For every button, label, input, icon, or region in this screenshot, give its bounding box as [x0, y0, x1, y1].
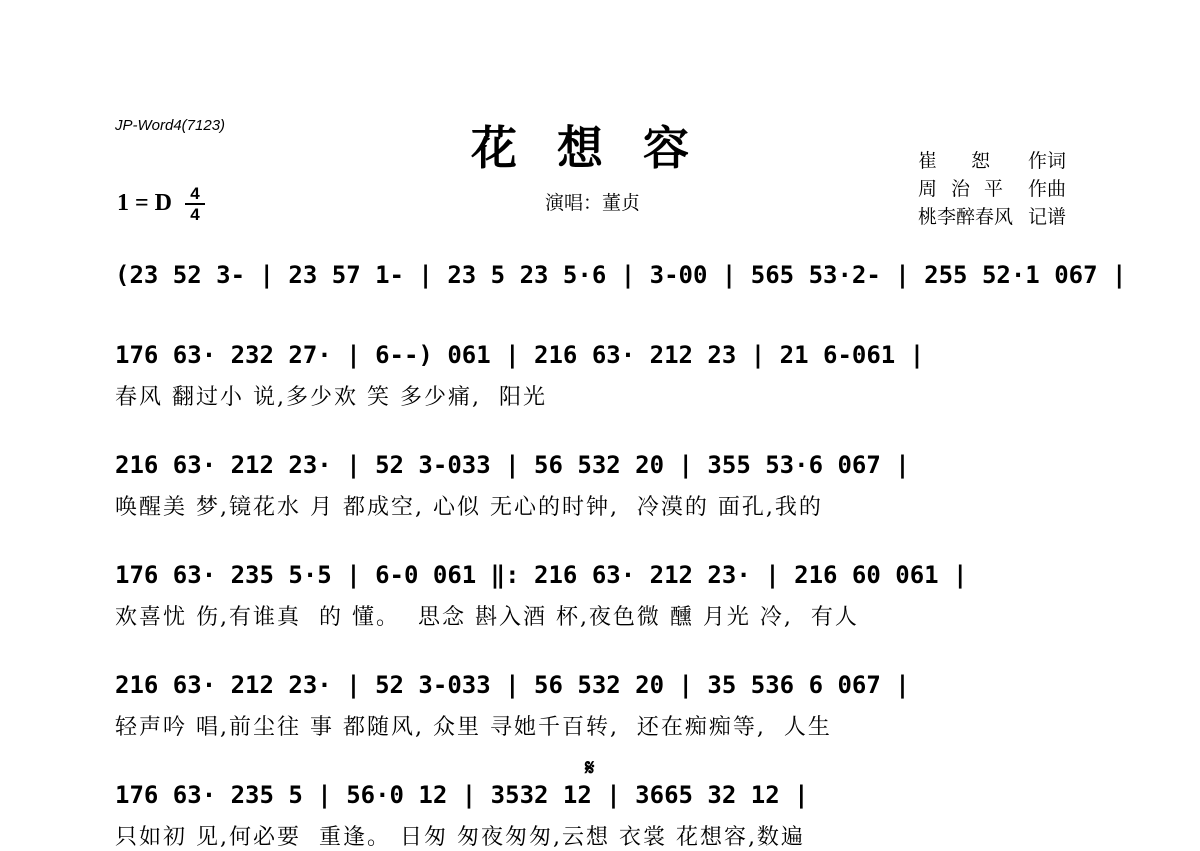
- lyrics: 欢喜忧 伤,有谁真 的 懂。 思念 斟入酒 杯,夜色微 醺 月光 冷, 有人: [115, 605, 859, 630]
- notes: 176 63· 235 5 | 56·0 12 | 3532 12 | 3665 32 12 |: [115, 781, 809, 809]
- software-label: JP-Word4(7123): [115, 117, 226, 134]
- notes: 216 63· 212 23· | 52 3-033 | 56 532 20 | 355 53·6 067 |: [115, 451, 910, 479]
- score-line-4: [115, 555, 1090, 630]
- credit-lyricist: 崔 恕 作词: [918, 150, 1067, 172]
- credits: [918, 147, 1066, 231]
- score-line-6: [115, 775, 1090, 850]
- lyrics: 轻声吟 唱,前尘往 事 都随风, 众里 寻她千百转, 还在痴痴等, 人生: [115, 715, 832, 740]
- credit-composer: 周治平 作曲: [918, 178, 1067, 200]
- score-line-1: [115, 255, 1127, 295]
- notes: 176 63· 232 27· | 6--) 061 | 216 63· 212 23 | 21 6-061 |: [115, 341, 925, 369]
- credit-transcriber: 桃李醉春风 记谱: [918, 206, 1067, 228]
- score-line-5: [115, 665, 1090, 740]
- notes: 176 63· 235 5·5 | 6-0 061 ‖: 216 63· 212 23· | 216 60 061 |: [115, 561, 968, 589]
- notes: 216 63· 212 23· | 52 3-033 | 56 532 20 | 35 536 6 067 |: [115, 671, 910, 699]
- time-signature: 4 4: [185, 185, 205, 223]
- lyrics: 唤醒美 梦,镜花水 月 都成空, 心似 无心的时钟, 冷漠的 面孔,我的: [115, 495, 823, 520]
- key-signature: 1 = D: [117, 190, 173, 216]
- segno-sign: 𝄋: [585, 755, 595, 781]
- singer-label: 演唱：董贞: [545, 192, 641, 214]
- lyrics: 只如初 见,何必要 重逢。 日匆 匆夜匆匆,云想 衣裳 花想容,数遍: [115, 825, 805, 850]
- notes: (23 52 3- | 23 57 1- | 23 5 23 5·6 | 3-00 | 565 53·2- | 255 52·1 067 |: [115, 261, 1127, 289]
- score-line-3: [115, 445, 1090, 520]
- lyrics: 春风 翻过小 说,多少欢 笑 多少痛, 阳光: [115, 385, 547, 410]
- score-line-2: [115, 335, 1090, 410]
- song-title: 花想容: [471, 121, 729, 175]
